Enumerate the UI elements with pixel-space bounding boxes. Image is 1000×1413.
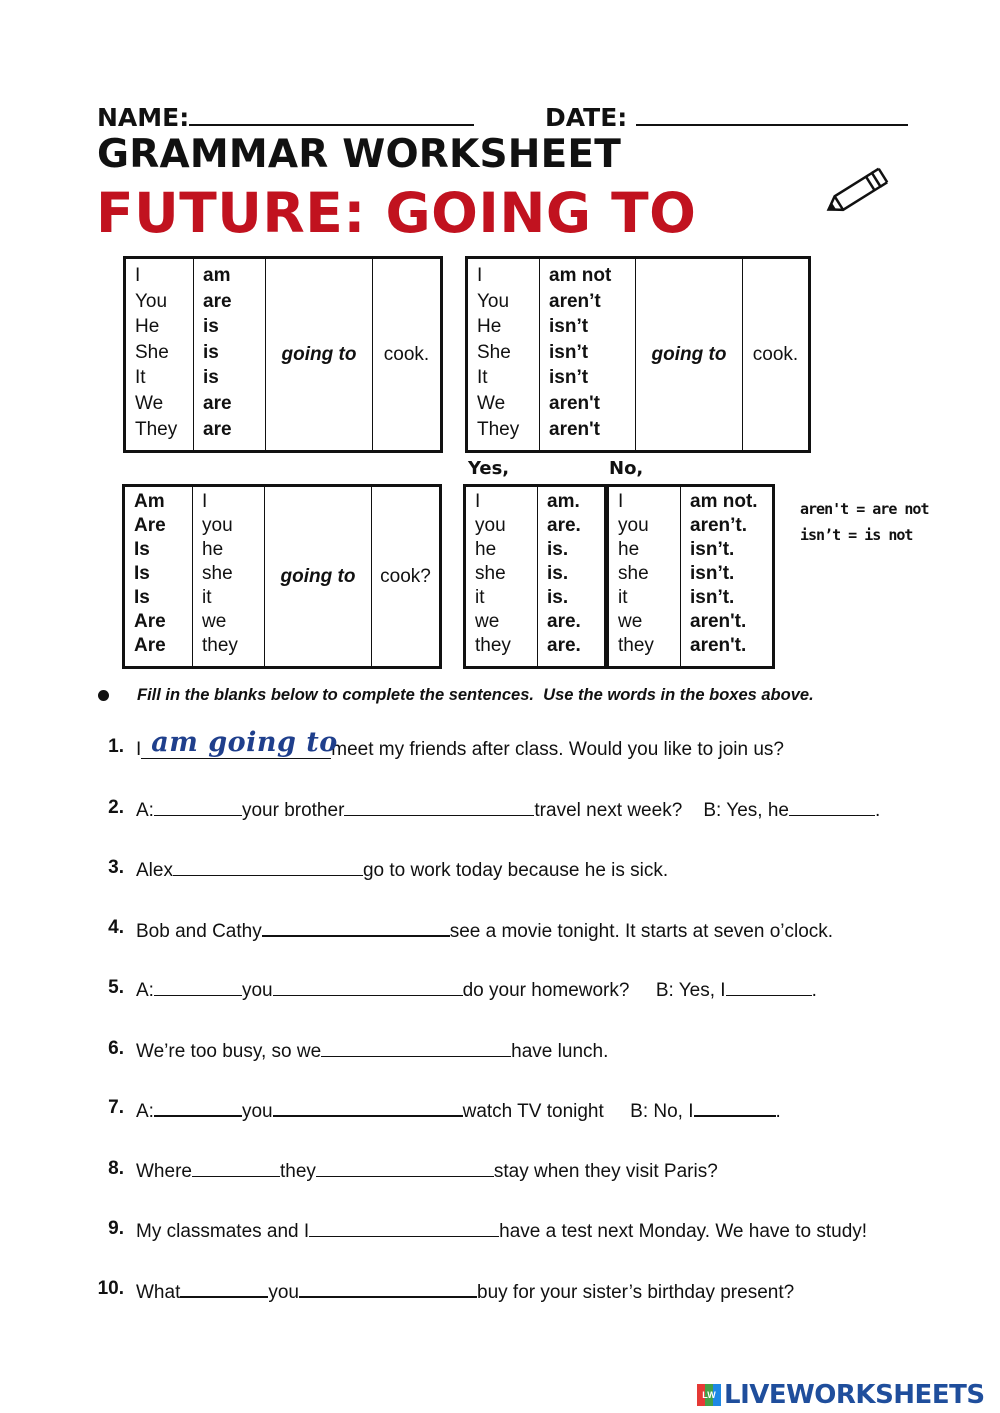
sentence-part: watch TV tonight B: No, I (462, 1101, 694, 1122)
instruction-text: Fill in the blanks below to complete the sentences. Use the words in the boxes above. (137, 686, 814, 704)
subject: it (618, 587, 628, 608)
subject-column (608, 486, 681, 668)
be-verb: is. (547, 563, 569, 584)
pencil-icon (818, 164, 893, 222)
sentence-part: they (279, 1161, 316, 1182)
be-verb: aren't (549, 392, 600, 414)
name-label: NAME: (97, 103, 190, 132)
sentence-part: We’re too busy, so we (136, 1041, 322, 1062)
subject: You (477, 290, 510, 312)
question-table (122, 484, 442, 669)
filled-answer: am going to (151, 727, 338, 758)
sentence-part: see a movie tonight. It starts at seven o’clock. (449, 921, 834, 942)
going-to-cell: going to (266, 258, 373, 452)
be-verb: are (203, 392, 232, 414)
name-blank[interactable] (189, 100, 474, 126)
subject: it (475, 587, 485, 608)
subject: you (475, 515, 506, 536)
answer-blank[interactable] (154, 1097, 242, 1117)
sentence-part: you (268, 1282, 299, 1303)
be-verb: are. (547, 611, 581, 632)
be-verb: isn’t. (690, 539, 735, 560)
be-verb: are (203, 418, 232, 440)
date-field (545, 100, 908, 132)
sentence-part: . (874, 800, 881, 821)
answer-blank[interactable] (141, 727, 338, 759)
subject: he (475, 539, 497, 560)
subject: we (475, 611, 500, 632)
be-verb: are. (547, 635, 581, 656)
subject: he (202, 539, 224, 560)
subject: they (202, 635, 238, 656)
be-verb: aren’t (549, 290, 601, 312)
sentence-part: A: (136, 980, 154, 1001)
subject: She (477, 341, 511, 363)
be-verb: is (203, 341, 219, 363)
be-verb: am not. (690, 491, 758, 512)
sentence-part: Alex (136, 860, 173, 881)
sentence-part: have a test next Monday. We have to study! (499, 1221, 868, 1242)
aux-verb: Are (134, 611, 166, 632)
subject: I (202, 491, 208, 512)
answer-blank[interactable] (154, 977, 242, 996)
be-verb: aren’t. (690, 515, 748, 536)
answer-blank[interactable] (173, 857, 363, 876)
subject: you (618, 515, 649, 536)
sentence-part: meet my friends after class. Would you like to join us? (331, 739, 784, 760)
question-number: 2. (108, 797, 124, 818)
aux-verb: Are (134, 635, 166, 656)
sentence-part: . (775, 1101, 781, 1122)
be-verb: isn’t. (690, 587, 735, 608)
sentence-part: your brother (241, 800, 345, 821)
sentence-part: My classmates and I (136, 1221, 310, 1242)
yes-answer-table (463, 484, 607, 669)
going-to-cell: going to (636, 258, 743, 452)
question-number: 8. (108, 1158, 124, 1179)
be-verb: is. (547, 587, 569, 608)
question-number: 3. (108, 857, 124, 878)
answer-blank[interactable] (309, 1218, 499, 1237)
be-verb: am. (547, 491, 580, 512)
verb-cell: cook? (372, 486, 441, 668)
subject: You (135, 290, 168, 312)
be-verb-column (681, 486, 774, 668)
answer-blank[interactable] (180, 1278, 268, 1298)
subject: we (202, 611, 227, 632)
be-verb: aren't (549, 418, 600, 440)
affirmative-table (123, 256, 443, 453)
subject: I (135, 265, 141, 286)
answer-blank[interactable] (273, 977, 463, 996)
yes-label: Yes, (468, 458, 510, 479)
sentence-part: What (136, 1282, 181, 1303)
subject: they (475, 635, 511, 656)
logo-text: LIVEWORKSHEETS (724, 1380, 985, 1410)
sentence-part: A: (136, 1101, 154, 1122)
subject: we (618, 611, 643, 632)
verb-cell: cook. (743, 258, 810, 452)
sentence-part: . (811, 980, 817, 1001)
aux-verb: Is (134, 539, 150, 560)
subject: she (618, 563, 649, 584)
sentence-part: go to work today because he is sick. (362, 860, 669, 881)
subject: She (135, 341, 169, 363)
no-label: No, (609, 458, 644, 479)
be-verb: isn’t (549, 316, 589, 338)
question-number: 4. (108, 917, 124, 938)
aux-column (124, 486, 193, 668)
answer-blank[interactable] (321, 1038, 511, 1057)
sentence-part: buy for your sister’s birthday present? (477, 1282, 795, 1303)
question-number: 9. (108, 1218, 124, 1239)
be-verb: aren't. (690, 635, 747, 656)
be-verb: isn’t (549, 367, 589, 389)
question-number: 6. (108, 1038, 124, 1059)
be-verb-column (540, 258, 636, 452)
subject-column (193, 486, 265, 668)
logo-badge-icon: LW (697, 1384, 721, 1406)
sentence-part: travel next week? B: Yes, he (534, 800, 789, 821)
date-blank[interactable] (636, 100, 908, 126)
answer-blank[interactable] (299, 1278, 477, 1298)
question-number: 10. (97, 1278, 124, 1299)
answer-blank[interactable] (726, 977, 812, 996)
be-verb: is (203, 316, 219, 338)
subject: We (477, 392, 506, 414)
going-to-cell: going to (265, 486, 372, 668)
be-verb: are (203, 290, 232, 312)
aux-verb: Is (134, 587, 150, 608)
subject: she (475, 563, 506, 584)
sentence-part: you (241, 1101, 273, 1122)
contraction-note: isn’t = is not (800, 526, 913, 544)
be-verb: isn’t. (690, 563, 735, 584)
be-verb: is. (547, 539, 569, 560)
contraction-note: aren't = are not (800, 500, 929, 518)
date-label: DATE: (545, 103, 628, 132)
negative-table (465, 256, 811, 453)
subject: I (477, 265, 483, 286)
answer-blank[interactable] (316, 1158, 494, 1177)
subject: We (135, 392, 164, 414)
verb-cell: cook. (373, 258, 442, 452)
subject: He (135, 316, 160, 338)
subject-column (467, 258, 540, 452)
be-verb: are. (547, 515, 581, 536)
answer-blank[interactable] (262, 917, 450, 937)
question-number: 7. (108, 1097, 124, 1118)
answer-blank[interactable] (192, 1158, 280, 1177)
sentence-part: I (136, 739, 142, 760)
subject: I (475, 491, 481, 512)
sentence-part: have lunch. (511, 1041, 609, 1062)
sentence-part: Bob and Cathy (136, 921, 262, 942)
sentence-part: do your homework? B: Yes, I (462, 980, 726, 1001)
be-verb: is (203, 367, 219, 389)
aux-verb: Am (134, 491, 165, 512)
be-verb-column (538, 486, 606, 668)
question-number: 5. (108, 977, 124, 998)
worksheet-subtitle: GRAMMAR WORKSHEET (97, 132, 622, 177)
aux-verb: Is (134, 563, 150, 584)
sentence-part: stay when they visit Paris? (493, 1161, 718, 1182)
subject: It (135, 367, 146, 389)
no-answer-table (606, 484, 775, 669)
be-verb: am (203, 265, 231, 286)
answer-blank[interactable] (344, 797, 534, 816)
subject: you (202, 515, 233, 536)
be-verb: am not (549, 265, 612, 286)
subject: they (618, 635, 654, 656)
sentence-part: you (241, 980, 273, 1001)
aux-verb: Are (134, 515, 166, 536)
worksheet-title: FUTURE: GOING TO (96, 181, 697, 245)
be-verb-column (194, 258, 266, 452)
be-verb: isn’t (549, 341, 589, 363)
subject: it (202, 587, 212, 608)
question-number: 1. (108, 736, 124, 757)
subject-column (465, 486, 538, 668)
answer-blank[interactable] (273, 1097, 463, 1117)
subject: They (135, 418, 178, 440)
subject: They (477, 418, 520, 440)
answer-blank[interactable] (789, 797, 875, 816)
subject: He (477, 316, 502, 338)
liveworksheets-logo[interactable] (697, 1380, 985, 1410)
answer-blank[interactable] (694, 1097, 776, 1117)
sentence-part: Where (136, 1161, 192, 1182)
subject: I (618, 491, 624, 512)
subject: It (477, 367, 488, 389)
subject: she (202, 563, 233, 584)
bullet-icon (98, 690, 109, 701)
be-verb: aren't. (690, 611, 747, 632)
sentence-part: A: (136, 800, 154, 821)
subject-column (125, 258, 194, 452)
subject: he (618, 539, 640, 560)
answer-blank[interactable] (154, 797, 242, 816)
name-field (97, 100, 474, 132)
